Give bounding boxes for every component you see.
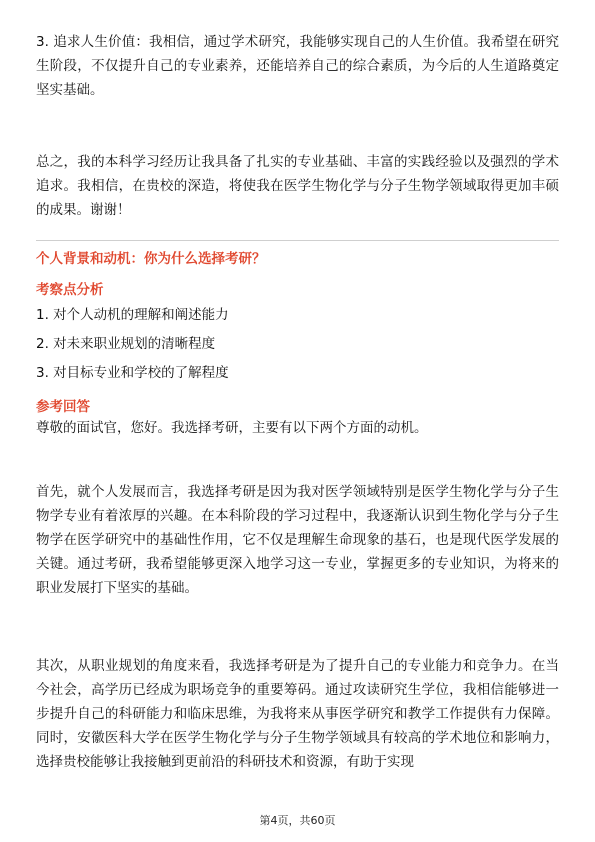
analysis-heading: 考察点分析	[36, 282, 104, 298]
analysis-point-3: 3. 对目标专业和学校的了解程度	[36, 365, 229, 381]
analysis-point-2: 2. 对未来职业规划的清晰程度	[36, 336, 216, 352]
answer-heading: 参考回答	[36, 399, 90, 415]
paragraph-life-value: 3. 追求人生价值：我相信，通过学术研究，我能够实现自己的人生价值。我希望在研究生阶段，不仅提升自己的专业素养，还能培养自己的综合素质，为今后的人生道路奠定坚实基础。	[36, 34, 559, 98]
answer-paragraph-second: 其次，从职业规划的角度来看，我选择考研是为了提升自己的专业能力和竞争力。在当今社会，高学历已经成为职场竞争的重要筹码。通过攻读研究生学位，我相信能够进一步提升自己的科研能力和临床思维，为我将来从事医学研究和教学工作提供有力保障。同时，安徽医科大学在医学生物化学与分子生物学领域具有较高的学术地位和影响力，选择贵校能够让我接触到更前沿的科研技术和资源，有助于实现	[36, 658, 559, 770]
page-number: 第4页，共60页	[259, 814, 336, 827]
question-title: 个人背景和动机：你为什么选择考研？	[36, 251, 266, 267]
analysis-point-1: 1. 对个人动机的理解和阐述能力	[36, 307, 229, 323]
section-divider	[36, 240, 559, 241]
paragraph-summary: 总之，我的本科学习经历让我具备了扎实的专业基础、丰富的实践经验以及强烈的学术追求。我相信，在贵校的深造，将使我在医学生物化学与分子生物学领域取得更加丰硕的成果。谢谢！	[36, 154, 559, 218]
document-page	[36, 0, 559, 842]
answer-paragraph-first: 首先，就个人发展而言，我选择考研是因为我对医学领域特别是医学生物化学与分子生物学专业有着浓厚的兴趣。在本科阶段的学习过程中，我逐渐认识到生物化学与分子生物学在医学研究中的基础性作用，它不仅是理解生命现象的基石，也是现代医学发展的关键。通过考研，我希望能够更深入地学习这一专业，掌握更多的专业知识，为将来的职业发展打下坚实的基础。	[36, 484, 559, 596]
answer-greeting: 尊敬的面试官，您好。我选择考研，主要有以下两个方面的动机。	[36, 420, 428, 436]
